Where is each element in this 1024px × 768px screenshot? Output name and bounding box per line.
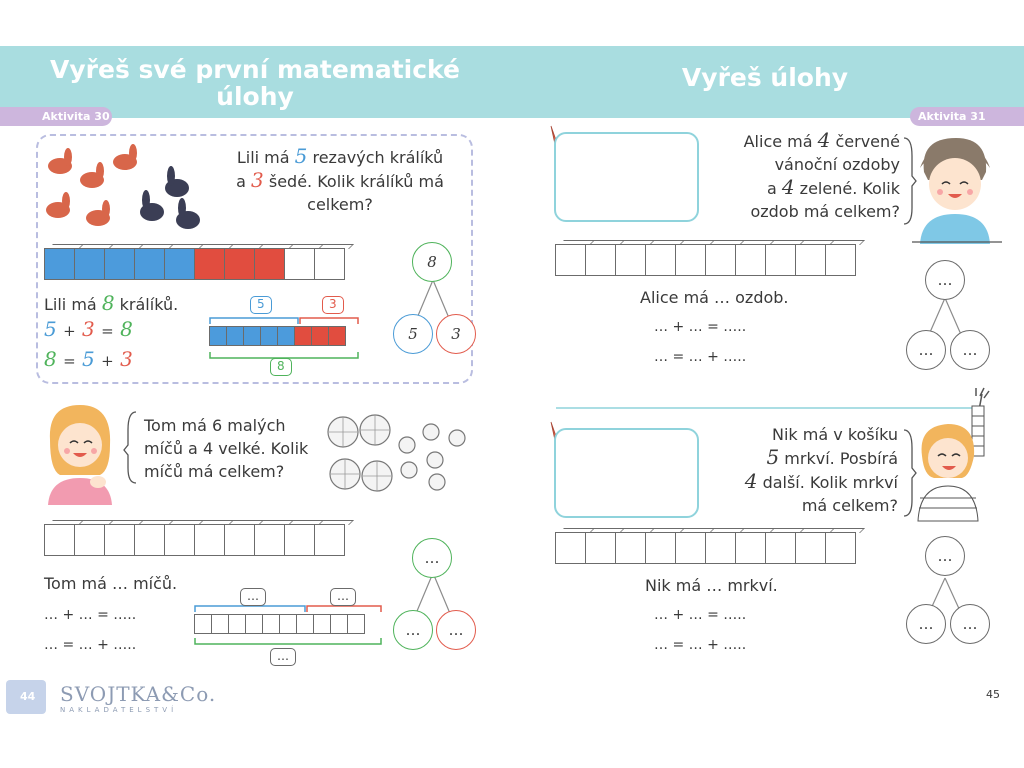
- example-equation-1: 5 + 3 = 8: [44, 317, 133, 341]
- cube: [209, 326, 227, 346]
- example-small-bar: [209, 326, 345, 346]
- example-tag-right: 3: [322, 296, 344, 314]
- cube: [615, 532, 646, 564]
- cube: [294, 326, 312, 346]
- cube: [134, 248, 165, 280]
- cube: [675, 244, 706, 276]
- example-tag-bottom: 8: [270, 358, 292, 376]
- girl-waving-illustration: [914, 386, 1004, 521]
- cube: [228, 614, 246, 634]
- example-tree-right: 3: [436, 314, 476, 354]
- cube: [825, 532, 856, 564]
- nik-cube-bar[interactable]: [555, 532, 855, 564]
- cube: [164, 524, 195, 556]
- example-question: Lili má 5 rezavých králíků a 3 šedé. Kolik králíků má celkem?: [236, 144, 444, 214]
- nik-drawing-box[interactable]: [554, 428, 699, 518]
- tom-tree-left[interactable]: …: [393, 610, 433, 650]
- page-title-right: Vyřeš úlohy: [681, 63, 849, 92]
- cube: [224, 248, 255, 280]
- page-title-left: Vyřeš své první matematické úlohy: [50, 55, 460, 111]
- alice-drawing-box[interactable]: [554, 132, 699, 222]
- example-tree-left: 5: [393, 314, 433, 354]
- nik-tree-top[interactable]: …: [925, 536, 965, 576]
- cube: [765, 244, 796, 276]
- example-answer: Lili má 8 králíků.: [44, 291, 179, 315]
- cube: [104, 248, 135, 280]
- cube: [284, 248, 315, 280]
- cube: [279, 614, 297, 634]
- tom-tree-top[interactable]: …: [412, 538, 452, 578]
- boy-illustration: [912, 132, 1002, 250]
- cube: [314, 248, 345, 280]
- balls-illustration: [325, 410, 475, 500]
- girl-illustration: [40, 400, 120, 505]
- cube: [260, 326, 278, 346]
- cube: [254, 248, 285, 280]
- nik-tree-right[interactable]: …: [950, 604, 990, 644]
- publisher-subtitle: NAKLADATELSTVÍ: [60, 706, 178, 714]
- cube: [211, 614, 229, 634]
- alice-tree-right[interactable]: …: [950, 330, 990, 370]
- example-equation-2: 8 = 5 + 3: [44, 347, 133, 371]
- page-number-right: 45: [986, 688, 1000, 701]
- cube: [795, 244, 826, 276]
- nik-equation-1[interactable]: … + … = …..: [654, 607, 747, 623]
- cube: [765, 532, 796, 564]
- cube: [645, 532, 676, 564]
- activity-tag-31: Aktivita 31: [910, 107, 1024, 126]
- nik-question: Nik má v košíku 5 mrkví. Posbírá 4 další. Kolik mrkví má celkem?: [744, 425, 898, 515]
- cube: [164, 248, 195, 280]
- cube: [313, 614, 331, 634]
- alice-equation-2[interactable]: … = … + …..: [654, 349, 747, 365]
- example-tag-left: 5: [250, 296, 272, 314]
- publisher-logo: SVOJTKA&Co.: [60, 682, 217, 706]
- tom-equation-2[interactable]: … = … + …..: [44, 637, 137, 653]
- rabbits-illustration: [40, 140, 210, 240]
- cube: [705, 244, 736, 276]
- cube: [314, 524, 345, 556]
- nik-answer[interactable]: Nik má … mrkví.: [645, 576, 778, 595]
- nik-speech-bracket: [902, 428, 914, 518]
- example-cube-bar: [44, 248, 344, 280]
- alice-tree-top[interactable]: …: [925, 260, 965, 300]
- tom-tree-right[interactable]: …: [436, 610, 476, 650]
- cube: [262, 614, 280, 634]
- cube: [245, 614, 263, 634]
- nik-equation-2[interactable]: … = … + …..: [654, 637, 747, 653]
- cube: [615, 244, 646, 276]
- cube: [347, 614, 365, 634]
- cube: [277, 326, 295, 346]
- cube: [330, 614, 348, 634]
- cube: [825, 244, 856, 276]
- alice-cube-bar[interactable]: [555, 244, 855, 276]
- alice-tree-left[interactable]: …: [906, 330, 946, 370]
- cube: [735, 244, 766, 276]
- cube: [243, 326, 261, 346]
- cube: [74, 524, 105, 556]
- cube: [675, 532, 706, 564]
- cube: [284, 524, 315, 556]
- activity-tag-30: Aktivita 30: [0, 107, 112, 126]
- section-divider: [556, 406, 976, 410]
- alice-answer[interactable]: Alice má … ozdob.: [640, 288, 789, 307]
- cube: [254, 524, 285, 556]
- tom-small-bar: [194, 614, 364, 634]
- cube: [194, 614, 212, 634]
- cube: [74, 248, 105, 280]
- cube: [585, 244, 616, 276]
- cube: [104, 524, 135, 556]
- tom-cube-bar[interactable]: [44, 524, 344, 556]
- cube: [705, 532, 736, 564]
- cube: [795, 532, 826, 564]
- tom-question: Tom má 6 malých míčů a 4 velké. Kolik míčů má celkem?: [144, 416, 309, 481]
- alice-equation-1[interactable]: … + … = …..: [654, 319, 747, 335]
- cube: [44, 248, 75, 280]
- page-number-left: 44: [20, 690, 36, 703]
- cube: [555, 532, 586, 564]
- tom-tag-bottom[interactable]: …: [270, 648, 296, 666]
- tom-tag-right[interactable]: …: [330, 588, 356, 606]
- cube: [194, 524, 225, 556]
- cube: [296, 614, 314, 634]
- alice-question: Alice má 4 červené vánoční ozdoby a 4 zelené. Kolik ozdob má celkem?: [743, 128, 900, 221]
- cube: [735, 532, 766, 564]
- cube: [194, 248, 225, 280]
- tom-equation-1[interactable]: … + … = …..: [44, 607, 137, 623]
- cube: [585, 532, 616, 564]
- cube: [226, 326, 244, 346]
- cube: [555, 244, 586, 276]
- cube: [44, 524, 75, 556]
- tom-tag-left[interactable]: …: [240, 588, 266, 606]
- cube: [134, 524, 165, 556]
- cube: [328, 326, 346, 346]
- cube: [224, 524, 255, 556]
- cube: [645, 244, 676, 276]
- tom-answer[interactable]: Tom má … míčů.: [44, 574, 178, 593]
- example-tree-top: 8: [412, 242, 452, 282]
- cube: [311, 326, 329, 346]
- nik-tree-left[interactable]: …: [906, 604, 946, 644]
- speech-bracket: [126, 410, 138, 485]
